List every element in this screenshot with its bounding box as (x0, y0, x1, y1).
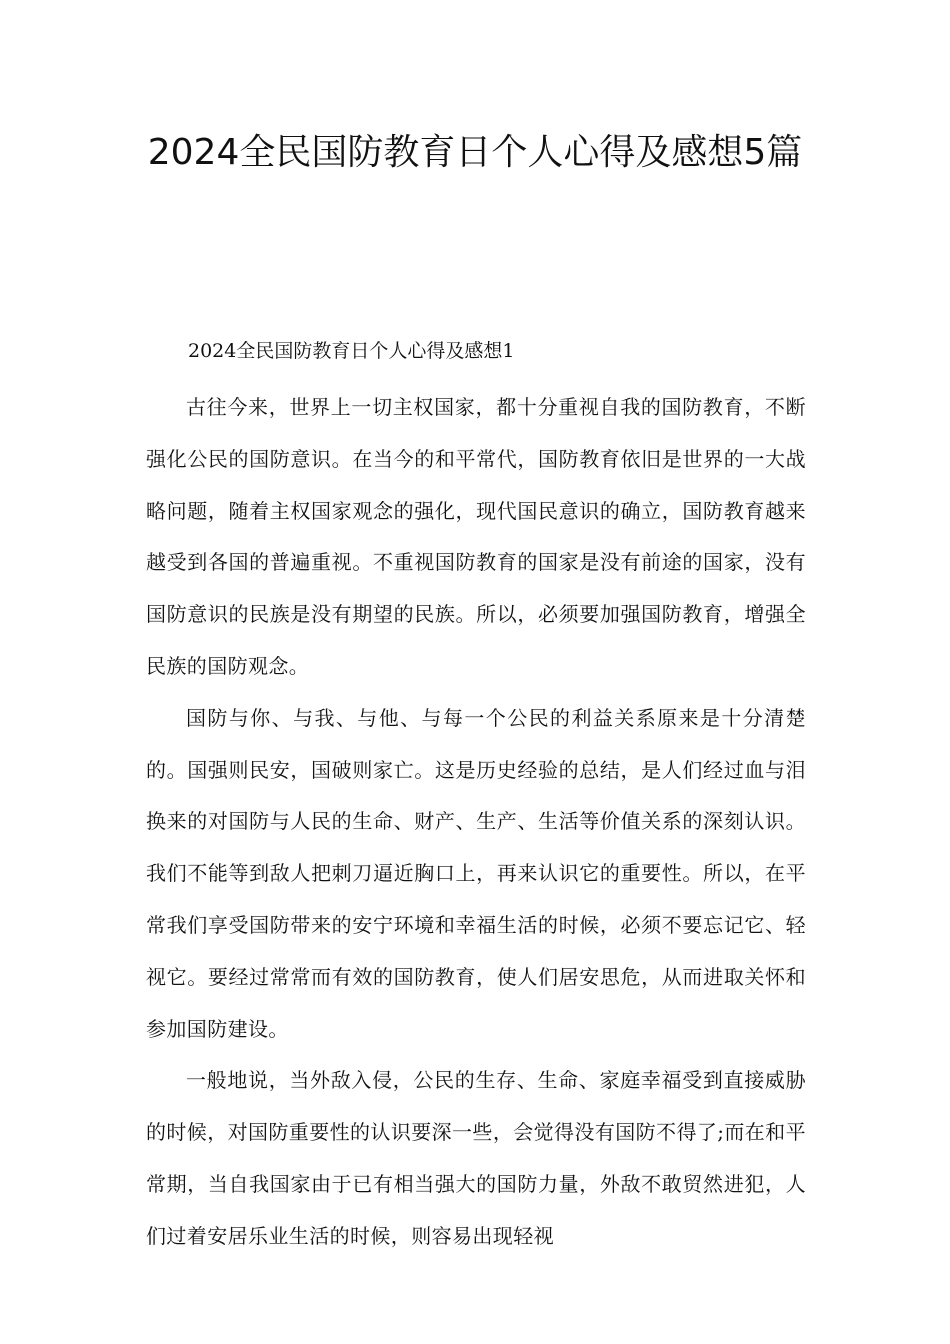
section-heading: 2024全民国防教育日个人心得及感想1 (188, 340, 515, 362)
paragraph-3: 一般地说，当外敌入侵，公民的生存、生命、家庭幸福受到直接威胁的时候，对国防重要性的认识要深一些，会觉得没有国防不得了;而在和平常期，当自我国家由于已有相当强大的国防力量，外敌不敢贸然进犯，人们过着安居乐业生活的时候，则容易出现轻视 (146, 1068, 806, 1248)
body-text (146, 382, 806, 1263)
paragraph-1: 古往今来，世界上一切主权国家，都十分重视自我的国防教育，不断强化公民的国防意识。在当今的和平常代，国防教育依旧是世界的一大战略问题，随着主权国家观念的强化，现代国民意识的确立，国防教育越来越受到各国的普遍重视。不重视国防教育的国家是没有前途的国家，没有国防意识的民族是没有期望的民族。所以，必须要加强国防教育，增强全民族的国防观念。 (146, 395, 806, 678)
document-title: 2024全民国防教育日个人心得及感想5篇 (147, 132, 803, 173)
paragraph-2: 国防与你、与我、与他、与每一个公民的利益关系原来是十分清楚的。国强则民安，国破则家亡。这是历史经验的总结，是人们经过血与泪换来的对国防与人民的生命、财产、生产、生活等价值关系的深刻认识。我们不能等到敌人把刺刀逼近胸口上，再来认识它的重要性。所以，在平常我们享受国防带来的安宁环境和幸福生活的时候，必须不要忘记它、轻视它。要经过常常而有效的国防教育，使人们居安思危，从而进取关怀和参加国防建设。 (146, 705, 806, 1041)
